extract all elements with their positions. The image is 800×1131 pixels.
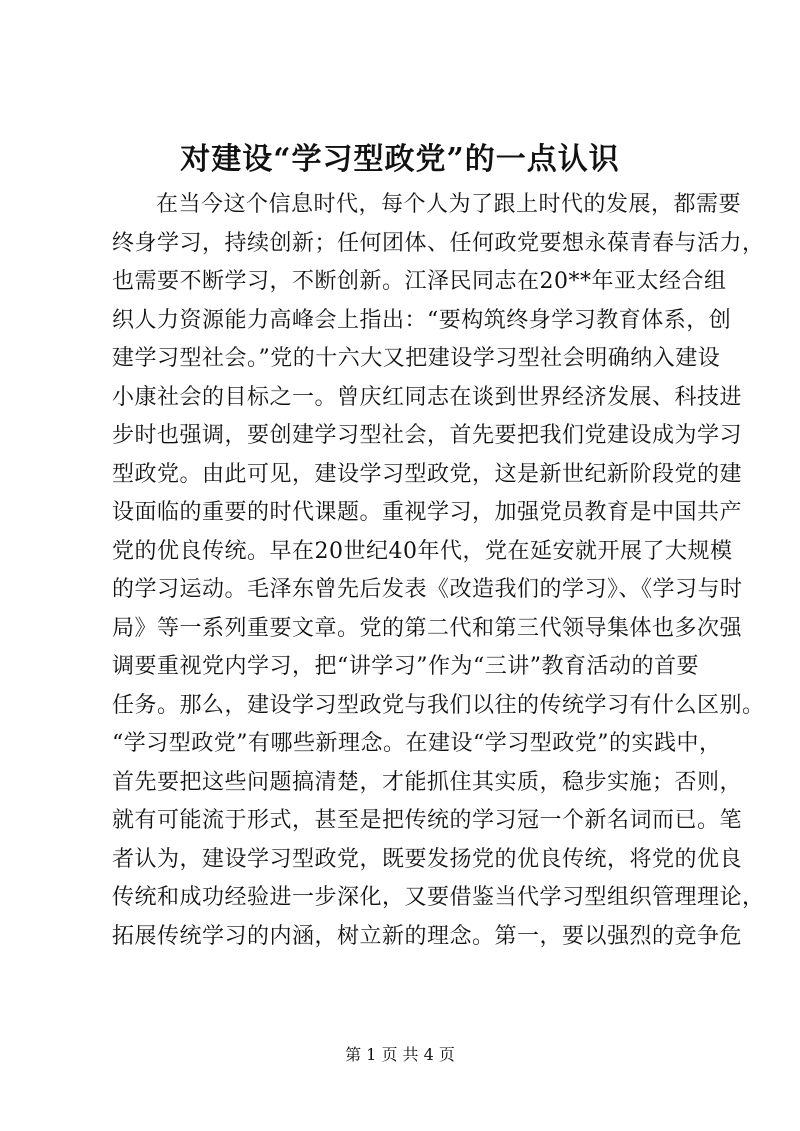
paragraph-line: 步时也强调，要创建学习型社会，首先要把我们党建设成为学习: [112, 423, 743, 448]
paragraph-line: 建学习型社会。”党的十六大又把建设学习型社会明确纳入建设: [112, 346, 721, 371]
paragraph-line: 在当今这个信息时代，每个人为了跟上时代的发展，都需要: [156, 192, 742, 217]
paragraph-line: 小康社会的目标之一。曾庆红同志在谈到世界经济发展、科技进: [112, 384, 743, 410]
page-footer: [0, 1044, 800, 1066]
paragraph-line: 任务。那么，建设学习型政党与我们以往的传统学习有什么区别。: [112, 692, 765, 718]
paragraph-line: 的学习运动。毛泽东曾先后发表《改造我们的学习》、《学习与时: [112, 577, 743, 602]
paragraph-line: 型政党。由此可见，建设学习型政党，这是新世纪新阶段党的建: [112, 461, 743, 487]
document-title: 对建设“学习型政党”的一点认识: [180, 142, 620, 177]
paragraph-line: 终身学习，持续创新；任何团体、任何政党要想永葆青春与活力，: [112, 230, 765, 256]
paragraph-line: 也需要不断学习，不断创新。江泽民同志在20**年亚太经合组: [112, 269, 727, 294]
paragraph-line: 织人力资源能力高峰会上指出：“要构筑终身学习教育体系，创: [112, 307, 732, 333]
body-paragraph: [112, 186, 765, 956]
paragraph-line: 就有可能流于形式，甚至是把传统的学习冠一个新名词而已。笔: [112, 808, 743, 833]
paragraph-line: 设面临的重要的时代课题。重视学习，加强党员教育是中国共产: [112, 500, 743, 525]
paragraph-line: 调要重视党内学习，把“讲学习”作为“三讲”教育活动的首要: [112, 654, 699, 679]
paragraph-line: 首先要把这些问题搞清楚，才能抓住其实质，稳步实施；否则，: [112, 769, 743, 795]
paragraph-line: 传统和成功经验进一步深化，又要借鉴当代学习型组织管理理论，: [112, 885, 765, 910]
paragraph-line: 者认为，建设学习型政党，既要发扬党的优良传统，将党的优良: [112, 846, 743, 872]
paragraph-line: 局》等一系列重要文章。党的第二代和第三代领导集体也多次强: [112, 615, 743, 641]
page-number-label: 第 1 页 共 4 页: [345, 1045, 455, 1064]
paragraph-line: “学习型政党”有哪些新理念。在建设“学习型政党”的实践中，: [112, 731, 722, 756]
paragraph-line: 党的优良传统。早在20世纪40年代，党在延安就开展了大规模: [112, 538, 733, 564]
paragraph-line: 拓展传统学习的内涵，树立新的理念。第一，要以强烈的竞争危: [112, 923, 743, 949]
